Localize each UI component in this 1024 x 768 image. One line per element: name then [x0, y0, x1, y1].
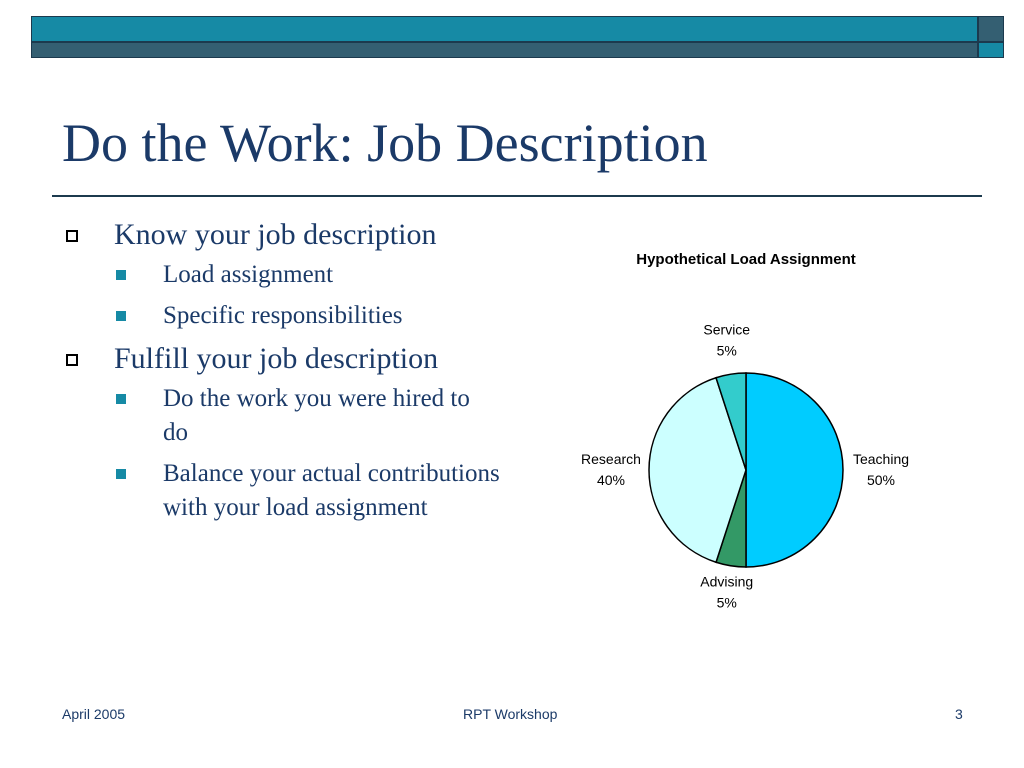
header-square-bottom	[978, 42, 1004, 58]
slice-label-service: Service	[703, 321, 751, 338]
square-bullet-icon	[116, 394, 126, 404]
sub-bullet-balance	[60, 457, 500, 525]
header-bar-bottom	[31, 42, 978, 58]
footer-title: RPT Workshop	[463, 706, 558, 722]
hollow-square-bullet-icon	[66, 354, 78, 366]
square-bullet-icon	[116, 469, 126, 479]
sub-bullet-load-assignment	[60, 258, 500, 292]
slice-value-service: 5%	[716, 342, 737, 359]
bullet-know-job	[60, 216, 500, 254]
slice-value-research: 40%	[596, 472, 626, 488]
slice-label-teaching: Teaching	[852, 451, 910, 467]
sub-bullet-responsibilities	[60, 299, 500, 333]
footer-date: April 2005	[62, 706, 126, 722]
slice-label-research: Research	[581, 451, 641, 467]
bullet-list	[60, 212, 500, 532]
sub-bullet-text: Balance your actual contributions with your load assignment	[163, 460, 500, 521]
sub-bullet-text: Do the work you were hired to do	[163, 385, 470, 446]
square-bullet-icon	[116, 270, 126, 280]
square-bullet-icon	[116, 311, 126, 321]
slide-title: Do the Work: Job Description	[62, 113, 708, 173]
slice-value-teaching: 50%	[866, 472, 896, 488]
sub-bullet-text: Load assignment	[163, 261, 334, 288]
pie-slice-teaching	[746, 373, 843, 567]
hollow-square-bullet-icon	[66, 230, 78, 242]
footer-page-number: 3	[955, 706, 963, 722]
header-bar-top	[31, 16, 978, 42]
title-divider	[52, 195, 982, 197]
slice-label-advising: Advising	[700, 573, 754, 590]
chart-title: Hypothetical Load Assignment	[636, 251, 856, 268]
pie-chart	[540, 235, 960, 635]
slice-value-advising: 5%	[716, 594, 737, 611]
bullet-text: Fulfill your job description	[114, 342, 439, 375]
bullet-fulfill-job	[60, 340, 500, 378]
sub-bullet-text: Specific responsibilities	[163, 302, 403, 329]
header-square-top	[978, 16, 1004, 42]
sub-bullet-do-work	[60, 382, 500, 450]
bullet-text: Know your job description	[114, 218, 437, 251]
